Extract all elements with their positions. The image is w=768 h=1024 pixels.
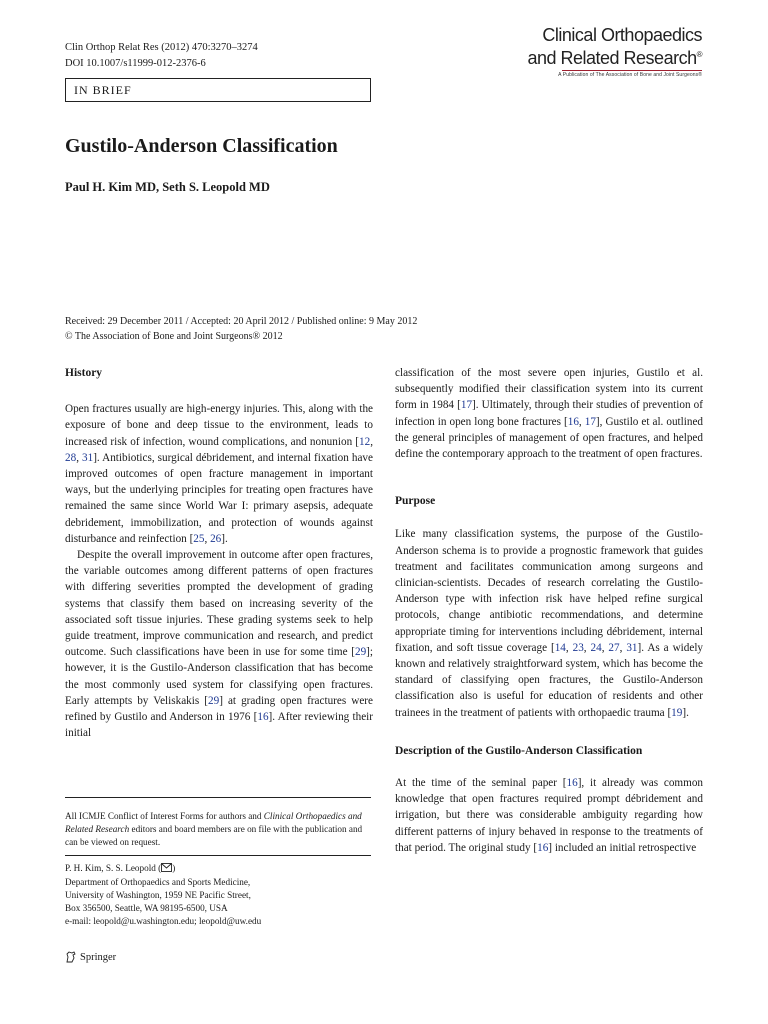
affiliation-email[interactable]: e-mail: leopold@u.washington.edu; leopold@uw.edu: [65, 916, 262, 926]
journal-name-line2: and Related Research®: [527, 48, 702, 68]
article-dates: [65, 314, 417, 344]
reference-link[interactable]: 17: [460, 399, 473, 412]
reference-link[interactable]: 29: [354, 646, 367, 659]
affiliation-footnote: [65, 862, 371, 928]
description-heading: Description of the Gustilo-Anderson Classification: [395, 744, 643, 757]
reference-link[interactable]: 28: [65, 451, 77, 464]
reference-link[interactable]: 26: [210, 532, 222, 545]
article-title: Gustilo-Anderson Classification: [65, 135, 338, 157]
journal-subtitle: A Publication of The Association of Bone and Joint Surgeons®: [558, 72, 702, 78]
history-paragraph-2: Despite the overall improvement in outcome after open fractures, the variable outcomes among different patterns of open fractures with differing severities prompted the development of grading systems that classify them based on increasing severity of the associated soft tissue injuries. These grading systems seek to help guide treatment, improve communication and research, and predict outcome. Such classifications have been in use for some time [29]; however, it is the Gustilo-Anderson classification that has become the most commonly used system for classifying open fractures. Early attempts by Veliskakis [29] at grading open fractures were refined by Gustilo and Anderson in 1976 [16]. After reviewing their initial: [65, 549, 373, 740]
reference-link[interactable]: 12: [359, 435, 371, 448]
description-paragraph: At the time of the seminal paper [16], it already was common knowledge that open fractures required prompt débridement and irrigation, but there was considerable ambiguity regarding how different patterns of injury behaved in response to the treatments of that period. The original study [16] included an initial retrospective: [395, 777, 704, 854]
section-label-box: IN BRIEF: [65, 78, 371, 102]
reference-link[interactable]: 31: [82, 451, 94, 464]
affiliation-univ: University of Washington, 1959 NE Pacific Street,: [65, 890, 251, 900]
reference-link[interactable]: 27: [608, 641, 620, 654]
reference-link[interactable]: 29: [208, 694, 220, 707]
purpose-heading: Purpose: [395, 495, 436, 508]
logo-divider: [562, 70, 702, 71]
purpose-paragraph: Like many classification systems, the purpose of the Gustilo-Anderson schema is to provide a prognostic framework that guides treatment and facilitates communication among surgeons and clinician-scientists. Decades of research correlating the Gustilo-Anderson type with infection risk have helped refine surgical protocols, change antibiotic recommendations, and determine appropriate timing for interventions including débridement, internal fixation, and soft tissue coverage [14, 23, 24, 27, 31]. As a widely known and relatively straightforward system, which has become the standard of classifying open fractures, the Gustilo-Anderson classification also is useful for education of residents and other trainees in the treatment of patients with orthopaedic trauma [19].: [395, 528, 704, 719]
doi-line: DOI 10.1007/s11999-012-2376-6: [65, 58, 206, 69]
history-paragraph-cont: classification of the most severe open injuries, Gustilo et al. subsequently modified their classification system into its current form in 1984 [17]. Ultimately, through their studies of prevention of infection in open long bone fractures [16, 17], Gustilo et al. outlined the general principles of management of open fractures, and helped define the contemporary approach to the treatment of open fractures.: [395, 367, 704, 461]
history-heading: History: [65, 367, 103, 379]
right-column: [395, 365, 703, 856]
reference-link[interactable]: 16: [257, 711, 269, 724]
reference-link[interactable]: 19: [671, 706, 683, 719]
received-accepted-line: Received: 29 December 2011 / Accepted: 20 April 2012 / Published online: 9 May 2012: [65, 316, 418, 327]
springer-horse-icon: [65, 951, 77, 963]
affiliation-box: Box 356500, Seattle, WA 98195-6500, USA: [65, 903, 228, 913]
history-paragraph-1: Open fractures usually are high-energy injuries. This, along with the exposure of bone and deep tissue to the environment, leads to increased risk of infection, wound complications, and nonunion [12, 28, 31]. Antibiotics, surgical débridement, and internal fixation have improved outcomes of open fracture management in important ways, but the underlying principles for treating open fractures have remained the same since World War I: primary asepsis, adequate debridement, immobilization, and protection of wounds against disturbance and reinfection [25, 26].: [65, 403, 373, 545]
reference-link[interactable]: 14: [554, 641, 566, 654]
reference-link[interactable]: 16: [567, 415, 579, 428]
publisher-mark: [65, 951, 116, 963]
reference-link[interactable]: 16: [537, 841, 549, 854]
conflict-footnote: All ICMJE Conflict of Interest Forms for authors and Clinical Orthopaedics and Related Research editors and board members are on file with the publication and can be viewed on request.: [65, 811, 363, 847]
reference-link[interactable]: 17: [584, 415, 596, 428]
reference-link[interactable]: 25: [193, 532, 205, 545]
reference-link[interactable]: 16: [566, 777, 578, 790]
journal-name-line1: Clinical Orthopaedics: [542, 25, 702, 45]
publisher-name: Springer: [80, 951, 117, 963]
affiliation-divider: [65, 855, 371, 856]
reference-link[interactable]: 24: [590, 641, 602, 654]
reference-link[interactable]: 31: [626, 641, 638, 654]
article-authors: Paul H. Kim MD, Seth S. Leopold MD: [65, 180, 270, 194]
reference-link[interactable]: 23: [572, 641, 584, 654]
footnote-divider: [65, 797, 371, 798]
citation-block: [65, 40, 258, 72]
affiliation-authors: P. H. Kim, S. S. Leopold ( ): [65, 862, 371, 876]
citation-line: Clin Orthop Relat Res (2012) 470:3270–3274: [65, 42, 258, 53]
journal-logo: [527, 26, 702, 78]
affiliation-dept: Department of Orthopaedics and Sports Medicine,: [65, 877, 251, 887]
left-column: [65, 365, 373, 741]
copyright-line: © The Association of Bone and Joint Surgeons® 2012: [65, 331, 283, 342]
envelope-icon: [161, 863, 172, 876]
